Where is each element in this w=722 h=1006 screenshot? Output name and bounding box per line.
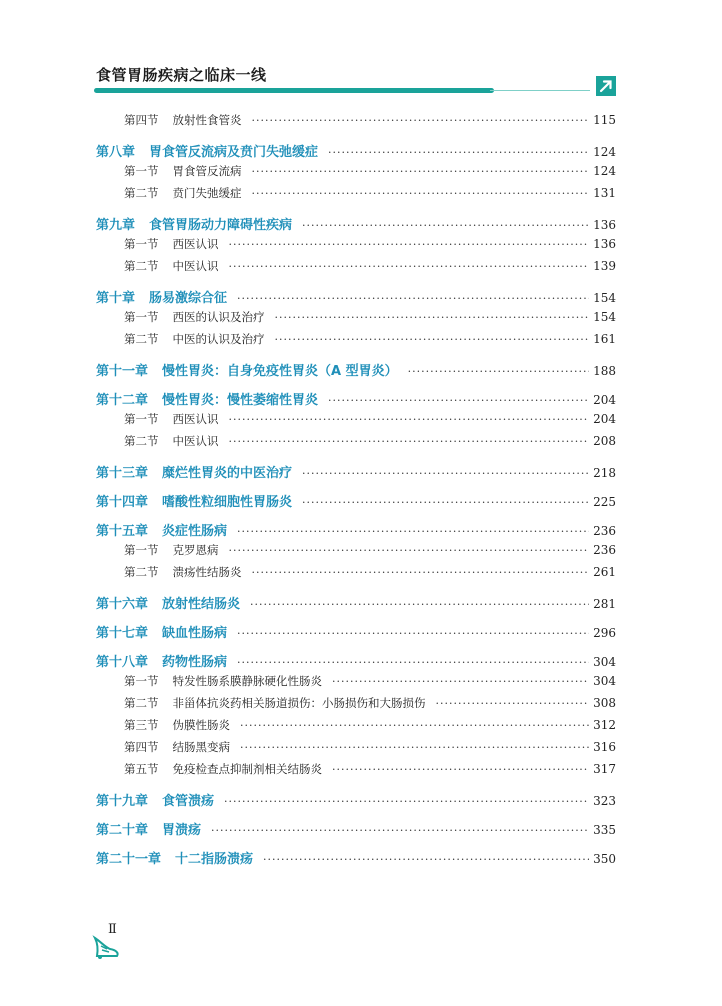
running-head-title: 食管胃肠疾病之临床一线 xyxy=(96,66,267,84)
toc-section-row[interactable] xyxy=(96,739,616,761)
toc-entry-number: 第二十一章 xyxy=(96,852,162,867)
dot-leader xyxy=(252,566,590,579)
toc-entry-page: 154 xyxy=(593,310,616,324)
dot-leader xyxy=(275,311,590,324)
arrow-up-right-icon xyxy=(596,76,616,96)
shoe-logo-icon xyxy=(92,932,122,964)
toc-entry-number: 第二节 xyxy=(124,186,159,200)
toc-chapter-row[interactable] xyxy=(96,141,616,163)
dot-leader xyxy=(240,741,589,754)
toc-entry-title: 慢性胃炎：自身免疫性胃炎（A 型胃炎） xyxy=(162,364,398,379)
dot-leader xyxy=(332,763,589,776)
toc-chapter-row[interactable] xyxy=(96,491,616,513)
dot-leader xyxy=(302,219,589,232)
toc-entry-number: 第一节 xyxy=(124,674,159,688)
dot-leader xyxy=(436,697,590,710)
toc-entry-page: 317 xyxy=(593,762,616,776)
toc-entry-number: 第十六章 xyxy=(96,597,149,612)
toc-entry-number: 第十一章 xyxy=(96,364,149,379)
toc-entry-page: 312 xyxy=(593,718,616,732)
toc-entry-number: 第二节 xyxy=(124,565,159,579)
toc-entry-number: 第四节 xyxy=(124,113,159,127)
toc-section-row[interactable] xyxy=(96,695,616,717)
toc-entry-title: 糜烂性胃炎的中医治疗 xyxy=(162,466,293,481)
toc-section-row[interactable] xyxy=(96,258,616,280)
toc-entry-title: 药物性肠病 xyxy=(162,655,228,670)
dot-leader xyxy=(237,292,589,305)
toc-entry-title: 特发性肠系膜静脉硬化性肠炎 xyxy=(172,674,322,688)
toc-entry-title: 西医认识 xyxy=(172,237,219,251)
toc-entry-page: 261 xyxy=(593,565,616,579)
dot-leader xyxy=(275,333,590,346)
toc-entry-title: 非甾体抗炎药相关肠道损伤：小肠损伤和大肠损伤 xyxy=(172,696,426,710)
toc-chapter-row[interactable] xyxy=(96,593,616,615)
toc-section-row[interactable] xyxy=(96,331,616,353)
toc-entry-number: 第四节 xyxy=(124,740,159,754)
dot-leader xyxy=(229,260,590,273)
toc-entry-page: 296 xyxy=(593,626,616,640)
toc-entry-title: 伪膜性肠炎 xyxy=(172,718,230,732)
dot-leader xyxy=(332,675,589,688)
toc-section-row[interactable] xyxy=(96,673,616,695)
dot-leader xyxy=(263,853,589,866)
toc-entry-page: 281 xyxy=(593,597,616,611)
toc-chapter-row[interactable] xyxy=(96,819,616,841)
toc-entry-page: 115 xyxy=(593,113,616,127)
toc-entry-title: 中医认识 xyxy=(172,259,219,273)
toc-entry-title: 食管溃疡 xyxy=(162,794,215,809)
toc-entry-title: 胃溃疡 xyxy=(162,823,202,838)
dot-leader xyxy=(240,719,589,732)
toc-entry-title: 溃疡性结肠炎 xyxy=(172,565,242,579)
toc-chapter-row[interactable] xyxy=(96,214,616,236)
table-of-contents xyxy=(96,112,616,870)
toc-chapter-row[interactable] xyxy=(96,462,616,484)
dot-leader xyxy=(237,627,589,640)
toc-entry-page: 188 xyxy=(593,364,616,378)
toc-entry-number: 第一节 xyxy=(124,412,159,426)
dot-leader xyxy=(252,165,590,178)
toc-chapter-row[interactable] xyxy=(96,360,616,382)
toc-chapter-row[interactable] xyxy=(96,790,616,812)
toc-entry-page: 161 xyxy=(593,332,616,346)
toc-entry-number: 第十五章 xyxy=(96,524,149,539)
dot-leader xyxy=(328,146,589,159)
toc-entry-number: 第一节 xyxy=(124,164,159,178)
toc-entry-title: 中医的认识及治疗 xyxy=(172,332,265,346)
dot-leader xyxy=(229,544,590,557)
toc-chapter-row[interactable] xyxy=(96,622,616,644)
toc-section-row[interactable] xyxy=(96,433,616,455)
toc-section-row[interactable] xyxy=(96,564,616,586)
toc-entry-title: 胃食管反流病及贲门失弛缓症 xyxy=(149,145,319,160)
toc-entry-title: 克罗恩病 xyxy=(172,543,219,557)
toc-entry-title: 西医认识 xyxy=(172,412,219,426)
toc-section-row[interactable] xyxy=(96,761,616,783)
toc-entry-number: 第二十章 xyxy=(96,823,149,838)
dot-leader xyxy=(229,435,590,448)
toc-entry-page: 124 xyxy=(593,164,616,178)
dot-leader xyxy=(302,496,589,509)
toc-entry-page: 335 xyxy=(593,823,616,837)
toc-entry-title: 免疫检查点抑制剂相关结肠炎 xyxy=(172,762,322,776)
toc-entry-number: 第十八章 xyxy=(96,655,149,670)
toc-section-row[interactable] xyxy=(96,112,616,134)
toc-entry-title: 贲门失弛缓症 xyxy=(172,186,242,200)
dot-leader xyxy=(252,187,590,200)
toc-entry-page: 225 xyxy=(593,495,616,509)
toc-entry-number: 第十章 xyxy=(96,291,136,306)
toc-entry-page: 204 xyxy=(593,393,616,407)
toc-section-row[interactable] xyxy=(96,236,616,258)
toc-entry-number: 第一节 xyxy=(124,543,159,557)
toc-entry-number: 第三节 xyxy=(124,718,159,732)
toc-entry-title: 慢性胃炎：慢性萎缩性胃炎 xyxy=(162,393,319,408)
toc-entry-number: 第二节 xyxy=(124,259,159,273)
toc-chapter-row[interactable] xyxy=(96,287,616,309)
toc-entry-title: 十二指肠溃疡 xyxy=(175,852,254,867)
toc-entry-page: 218 xyxy=(593,466,616,480)
toc-entry-number: 第九章 xyxy=(96,218,136,233)
toc-entry-number: 第二节 xyxy=(124,434,159,448)
toc-entry-number: 第十四章 xyxy=(96,495,149,510)
toc-entry-number: 第一节 xyxy=(124,237,159,251)
dot-leader xyxy=(229,238,590,251)
toc-section-row[interactable] xyxy=(96,309,616,331)
toc-entry-number: 第二节 xyxy=(124,332,159,346)
toc-entry-title: 西医的认识及治疗 xyxy=(172,310,265,324)
toc-entry-page: 136 xyxy=(593,237,616,251)
dot-leader xyxy=(224,795,589,808)
header-rule xyxy=(94,88,494,93)
toc-entry-page: 208 xyxy=(593,434,616,448)
toc-entry-number: 第十二章 xyxy=(96,393,149,408)
toc-entry-number: 第十九章 xyxy=(96,794,149,809)
toc-chapter-row[interactable] xyxy=(96,848,616,870)
toc-section-row[interactable] xyxy=(96,185,616,207)
toc-entry-number: 第十三章 xyxy=(96,466,149,481)
dot-leader xyxy=(237,525,589,538)
dot-leader xyxy=(237,656,589,669)
toc-entry-page: 136 xyxy=(593,218,616,232)
dot-leader xyxy=(211,824,589,837)
toc-entry-page: 139 xyxy=(593,259,616,273)
toc-entry-title: 放射性结肠炎 xyxy=(162,597,241,612)
toc-entry-title: 嗜酸性粒细胞性胃肠炎 xyxy=(162,495,293,510)
dot-leader xyxy=(229,413,590,426)
toc-entry-page: 131 xyxy=(593,186,616,200)
toc-entry-page: 154 xyxy=(593,291,616,305)
dot-leader xyxy=(302,467,589,480)
dot-leader xyxy=(328,394,589,407)
toc-chapter-row[interactable] xyxy=(96,520,616,542)
toc-entry-page: 236 xyxy=(593,543,616,557)
toc-entry-page: 308 xyxy=(593,696,616,710)
dot-leader xyxy=(408,365,589,378)
toc-entry-title: 食管胃肠动力障碍性疾病 xyxy=(149,218,293,233)
toc-chapter-row[interactable] xyxy=(96,389,616,411)
toc-entry-title: 肠易激综合征 xyxy=(149,291,228,306)
toc-section-row[interactable] xyxy=(96,411,616,433)
dot-leader xyxy=(250,598,589,611)
toc-entry-title: 炎症性肠病 xyxy=(162,524,228,539)
page-number: Ⅱ xyxy=(108,922,117,937)
toc-entry-page: 323 xyxy=(593,794,616,808)
header-rule-thin xyxy=(490,90,590,91)
toc-section-row[interactable] xyxy=(96,717,616,739)
toc-entry-page: 316 xyxy=(593,740,616,754)
toc-entry-page: 124 xyxy=(593,145,616,159)
toc-entry-title: 胃食管反流病 xyxy=(172,164,242,178)
toc-entry-title: 缺血性肠病 xyxy=(162,626,228,641)
toc-entry-page: 236 xyxy=(593,524,616,538)
toc-entry-title: 放射性食管炎 xyxy=(172,113,242,127)
toc-section-row[interactable] xyxy=(96,542,616,564)
toc-chapter-row[interactable] xyxy=(96,651,616,673)
toc-entry-page: 304 xyxy=(593,655,616,669)
toc-entry-title: 结肠黑变病 xyxy=(172,740,230,754)
toc-entry-title: 中医认识 xyxy=(172,434,219,448)
toc-entry-number: 第八章 xyxy=(96,145,136,160)
toc-entry-number: 第五节 xyxy=(124,762,159,776)
toc-section-row[interactable] xyxy=(96,163,616,185)
dot-leader xyxy=(252,114,590,127)
toc-entry-page: 304 xyxy=(593,674,616,688)
toc-entry-page: 204 xyxy=(593,412,616,426)
toc-entry-number: 第一节 xyxy=(124,310,159,324)
toc-entry-number: 第二节 xyxy=(124,696,159,710)
toc-entry-number: 第十七章 xyxy=(96,626,149,641)
toc-entry-page: 350 xyxy=(593,852,616,866)
